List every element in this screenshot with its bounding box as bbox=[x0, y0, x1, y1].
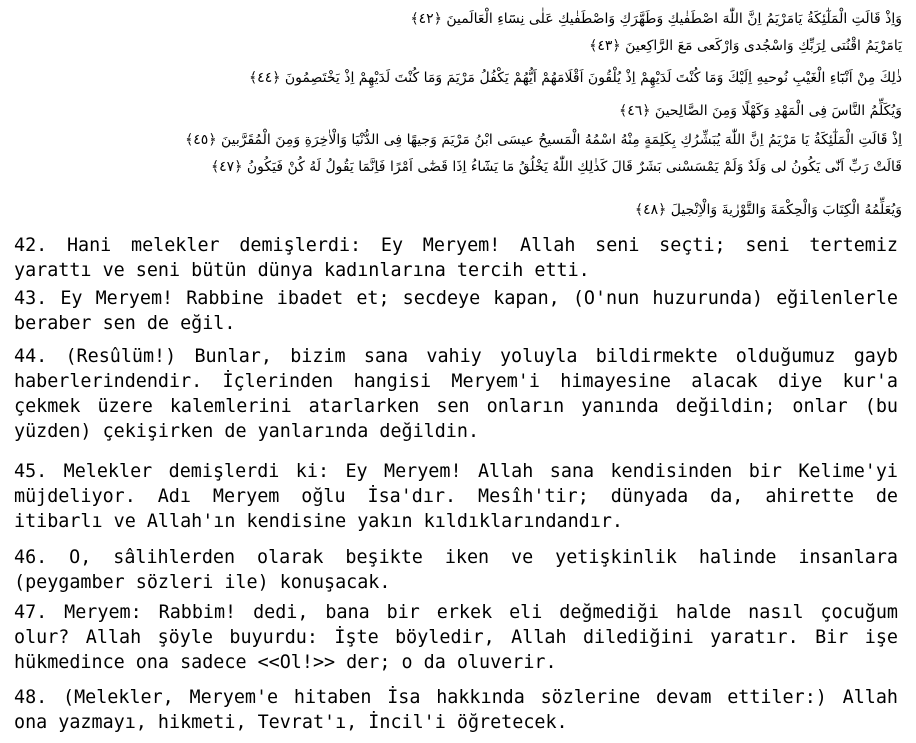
verse-number-mark: ﴿٤٦﴾ bbox=[619, 103, 651, 119]
verse-number-mark: ﴿٤٨﴾ bbox=[634, 202, 667, 218]
arabic-verse-text: وَيُعَلِّمُهُ الْكِتَابَ وَالْحِكْمَةَ وَالتَّوْرٰيةَ وَالْاِنْجيلَ bbox=[670, 202, 902, 218]
arabic-verse-text: قَالَتْ رَبِّ اَنّٰى يَكُونُ لى وَلَدٌ وَلَمْ يَمْسَسْنى بَشَرٌ قَالَ كَذٰلِكِ اللّٰهُ يَخْلُقُ مَا يَشَٓاءُ اِذَا قَضٰٓى اَمْرًا فَاِنَّمَا يَقُولُ لَهُ كُنْ فَيَكُونُ bbox=[246, 159, 902, 175]
translation-44: 44. (Resûlüm!) Bunlar, bizim sana vahiy yoluyla bildirmekte olduğumuz gayb haberlerindendir. İçlerinden hangisi Meryem'i himayesine alacak diye kur'a çekmek üzere kalemlerini atarlarken sen onların yanında değildin; onlar (bu yüzden) çekişirken de yanlarında değildin. bbox=[14, 346, 898, 442]
arabic-verse-47 bbox=[211, 157, 902, 177]
translation-46: 46. O, sâlihlerden olarak beşikte iken ve yetişkinlik halinde insanlara (peygamber sözleri ile) konuşacak. bbox=[14, 547, 898, 593]
arabic-verse-text: وَاِذْ قَالَتِ الْمَلٰٓئِكَةُ يَامَرْيَمُ اِنَّ اللّٰهَ اصْطَفٰيكِ وَطَهَّرَكِ وَاصْطَفٰيكِ عَلٰى نِسَٓاءِ الْعَالَمينَ bbox=[446, 11, 902, 27]
arabic-verse-text: اِذْ قَالَتِ الْمَلٰٓئِكَةُ يَا مَرْيَمُ اِنَّ اللّٰهَ يُبَشِّرُكِ بِكَلِمَةٍ مِنْهُ اسْمُهُ الْمَسيحُ عيسَى ابْنُ مَرْيَمَ وَجيهًا فِى الدُّنْيَا وَالْاٰخِرَةِ وَمِنَ الْمُقَرَّبينَ bbox=[220, 132, 902, 148]
arabic-verse-text: ذٰلِكَ مِنْ اَنْبَٓاءِ الْغَيْبِ نُوحيهِ اِلَيْكَ وَمَا كُنْتَ لَدَيْهِمْ اِذْ يُلْقُونَ اَقْلَامَهُمْ اَيُّهُمْ يَكْفُلُ مَرْيَمَ وَمَا كُنْتَ لَدَيْهِمْ اِذْ يَخْتَصِمُونَ bbox=[284, 70, 902, 86]
arabic-verse-44 bbox=[249, 68, 902, 88]
verse-number-mark: ﴿٤٧﴾ bbox=[210, 159, 243, 175]
arabic-verse-45 bbox=[185, 130, 902, 150]
translation-43: 43. Ey Meryem! Rabbine ibadet et; secdeye kapan, (O'nun huzurunda) eğilenlerle beraber sen de eğil. bbox=[14, 288, 898, 334]
translation-45: 45. Melekler demişlerdi ki: Ey Meryem! Allah sana kendisinden bir Kelime'yi müjdeliyor. Adı Meryem oğlu İsa'dır. Mesîh'tir; dünyada da, ahirette de itibarlı ve Allah'ın kendisine yakın kıldıklarındandır. bbox=[14, 461, 898, 532]
arabic-verse-text: وَيُكَلِّمُ النَّاسَ فِى الْمَهْدِ وَكَهْلًا وَمِنَ الصَّالِحينَ bbox=[654, 103, 902, 119]
verse-number-mark: ﴿٤٥﴾ bbox=[185, 132, 217, 148]
verse-number-mark: ﴿٤٢﴾ bbox=[410, 11, 442, 27]
translation-48: 48. (Melekler, Meryem'e hitaben İsa hakkında sözlerine devam ettiler:) Allah ona yazmayı, hikmeti, Tevrat'ı, İncil'i öğretecek. bbox=[14, 687, 898, 733]
translation-42: 42. Hani melekler demişlerdi: Ey Meryem! Allah seni seçti; seni tertemiz yarattı ve seni bütün dünya kadınlarına tercih etti. bbox=[14, 235, 898, 281]
arabic-verse-46 bbox=[619, 101, 902, 121]
arabic-verse-43 bbox=[589, 36, 902, 56]
verse-number-mark: ﴿٤٤﴾ bbox=[248, 70, 281, 86]
translation-47: 47. Meryem: Rabbim! dedi, bana bir erkek eli değmediği halde nasıl çocuğum olur? Allah şöyle buyurdu: İşte böyledir, Allah dilediğini yaratır. Bir işe hükmedince ona sadece <<Ol!>> der; o da oluverir. bbox=[14, 602, 898, 673]
arabic-verse-text: يَامَرْيَمُ اقْنُتى لِرَبِّكِ وَاسْجُدى وَارْكَعى مَعَ الرَّاكِعينَ bbox=[625, 38, 902, 54]
arabic-verse-42 bbox=[410, 9, 902, 29]
verse-number-mark: ﴿٤٣﴾ bbox=[589, 38, 621, 54]
arabic-verse-48 bbox=[635, 200, 902, 220]
